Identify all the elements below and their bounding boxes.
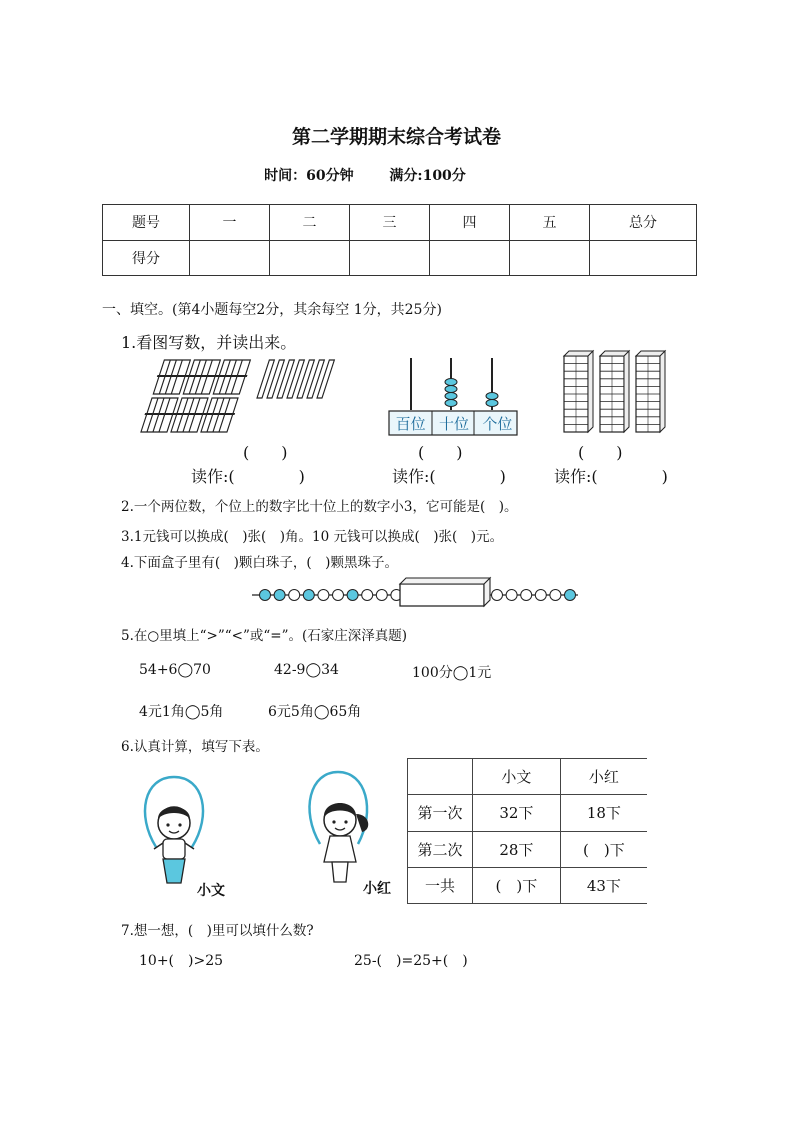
score-cell[interactable] bbox=[510, 240, 590, 276]
table-row-label: 第一次 bbox=[408, 795, 473, 831]
full-score: 满分:100分 bbox=[389, 168, 466, 184]
bead bbox=[535, 590, 546, 601]
q1-answer-2[interactable]: ( ) bbox=[418, 443, 463, 462]
bead-box bbox=[400, 584, 484, 606]
jump-rope-table bbox=[407, 758, 647, 904]
bead bbox=[506, 590, 517, 601]
beads-box-image bbox=[252, 576, 578, 608]
table-header-cell: 小红 bbox=[560, 759, 647, 795]
bead bbox=[362, 590, 373, 601]
time-limit: 时间：60分钟 bbox=[264, 168, 354, 184]
bead bbox=[376, 590, 387, 601]
q3-text: 3.1元钱可以换成( )张( )角。10 元钱可以换成( )张( )元。 bbox=[121, 529, 504, 545]
table-row bbox=[408, 831, 648, 867]
bead bbox=[347, 590, 358, 601]
abacus-label-hundreds: 百位 bbox=[395, 415, 426, 433]
score-table-score-row bbox=[103, 240, 697, 276]
q1-read-2[interactable]: 读作:( ) bbox=[392, 467, 506, 486]
bead bbox=[492, 590, 503, 601]
bead bbox=[289, 590, 300, 601]
table-cell: 28下 bbox=[473, 831, 561, 867]
q4-text: 4.下面盒子里有( )颗白珠子，( )颗黑珠子。 bbox=[121, 555, 398, 571]
q1-answer-1[interactable]: ( ) bbox=[243, 443, 288, 462]
score-header-cell: 一 bbox=[190, 205, 270, 241]
score-header-cell: 总分 bbox=[590, 205, 697, 241]
score-header-cell: 二 bbox=[270, 205, 350, 241]
table-cell: 43下 bbox=[560, 867, 647, 903]
q1-answer-3[interactable]: ( ) bbox=[578, 443, 623, 462]
hundred-cube-stack bbox=[636, 351, 665, 432]
bead bbox=[260, 590, 271, 601]
section-one-heading: 一、填空。(第4小题每空2分，其余每空 1分，共25分) bbox=[102, 302, 442, 318]
exam-info bbox=[0, 165, 730, 185]
q2-text: 2.一个两位数，个位上的数字比十位上的数字小3，它可能是( )。 bbox=[121, 499, 518, 515]
bead bbox=[274, 590, 285, 601]
table-cell: 18下 bbox=[560, 795, 647, 831]
hundred-cube-stack bbox=[600, 351, 629, 432]
bead bbox=[318, 590, 329, 601]
table-row bbox=[408, 795, 648, 831]
q5-item[interactable]: 6元5角◯65角 bbox=[268, 704, 362, 720]
table-row bbox=[408, 759, 648, 795]
table-row-label: 一共 bbox=[408, 867, 473, 903]
hundred-cube-stack bbox=[564, 351, 593, 432]
q5-item[interactable]: 42-9◯34 bbox=[274, 662, 339, 678]
table-row-label: 第二次 bbox=[408, 831, 473, 867]
score-cell[interactable] bbox=[590, 240, 697, 276]
hundred-cubes-image bbox=[562, 350, 666, 434]
abacus-label-ones: 个位 bbox=[482, 415, 513, 433]
score-header-cell: 四 bbox=[430, 205, 510, 241]
girl-jumping-rope-image bbox=[300, 770, 380, 894]
kid-name-label: 小文 bbox=[197, 883, 225, 899]
page-title: 第二学期期末综合考试卷 bbox=[291, 126, 501, 148]
score-cell[interactable] bbox=[430, 240, 510, 276]
table-row bbox=[408, 867, 648, 903]
bead bbox=[333, 590, 344, 601]
score-header-cell: 三 bbox=[350, 205, 430, 241]
q7-item[interactable]: 25-( )=25+( ) bbox=[354, 953, 468, 969]
q1-read-3[interactable]: 读作:( ) bbox=[554, 467, 668, 486]
q5-item[interactable]: 100分◯1元 bbox=[412, 665, 492, 681]
table-cell: 32下 bbox=[473, 795, 561, 831]
q6-prompt: 6.认真计算，填写下表。 bbox=[121, 739, 269, 755]
q1-prompt: 1.看图写数，并读出来。 bbox=[121, 333, 297, 352]
boy-jumping-rope-image bbox=[134, 775, 214, 897]
q7-prompt: 7.想一想，( )里可以填什么数? bbox=[121, 923, 314, 939]
stick-bundles-image bbox=[150, 356, 360, 436]
q7-item[interactable]: 10+( )>25 bbox=[139, 953, 224, 969]
abacus-label-tens: 十位 bbox=[438, 415, 469, 433]
score-header-cell: 题号 bbox=[103, 205, 190, 241]
score-header-cell: 五 bbox=[510, 205, 590, 241]
score-table-header-row bbox=[103, 205, 697, 241]
score-cell[interactable] bbox=[270, 240, 350, 276]
table-header-cell bbox=[408, 759, 473, 795]
bead bbox=[303, 590, 314, 601]
q5-item[interactable]: 4元1角◯5角 bbox=[139, 704, 224, 720]
q5-item[interactable]: 54+6◯70 bbox=[139, 662, 211, 678]
table-cell[interactable]: ( )下 bbox=[560, 831, 647, 867]
bead bbox=[565, 590, 576, 601]
bead bbox=[521, 590, 532, 601]
table-cell[interactable]: ( )下 bbox=[473, 867, 561, 903]
q5-prompt: 5.在○里填上“>”“<”或“=”。(石家庄深泽真题) bbox=[121, 628, 408, 644]
bead bbox=[550, 590, 561, 601]
q1-read-1[interactable]: 读作:( ) bbox=[191, 467, 305, 486]
score-table bbox=[102, 204, 697, 276]
table-header-cell: 小文 bbox=[473, 759, 561, 795]
kid-name-label: 小红 bbox=[363, 881, 391, 897]
score-row-label: 得分 bbox=[103, 240, 190, 276]
score-cell[interactable] bbox=[190, 240, 270, 276]
abacus-place-labels bbox=[389, 413, 519, 434]
score-cell[interactable] bbox=[350, 240, 430, 276]
